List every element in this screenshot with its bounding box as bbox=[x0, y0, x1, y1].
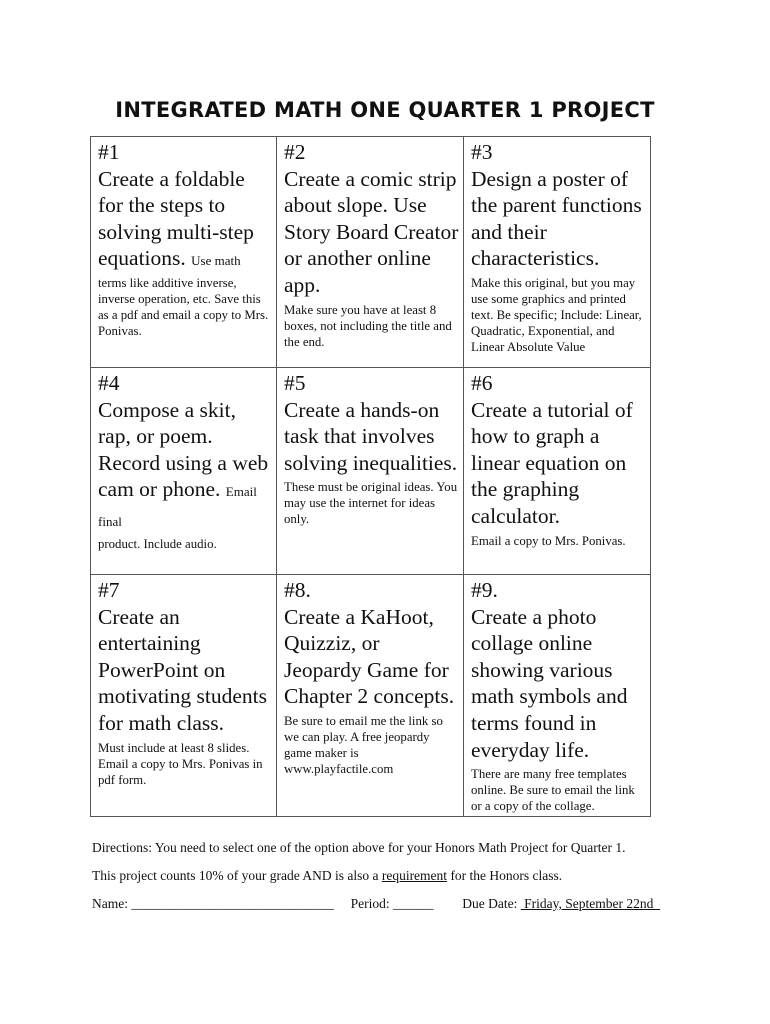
option-detail: Must include at least 8 slides. Email a copy to Mrs. Ponivas in pdf form. bbox=[98, 740, 263, 787]
option-task: Compose a skit, rap, or poem. Record using a web cam or phone. bbox=[98, 397, 269, 502]
option-task: Create a photo collage online showing various math symbols and terms found in everyday life. bbox=[471, 604, 628, 762]
option-task: Create a tutorial of how to graph a linear equation on the graphing calculator. bbox=[471, 397, 633, 528]
option-cell-9 bbox=[464, 575, 651, 817]
option-cell-4 bbox=[91, 368, 277, 575]
option-task: Create a comic strip about slope. Use Story Board Creator or another online app. bbox=[284, 166, 459, 297]
option-detail: These must be original ideas. You may use the internet for ideas only. bbox=[284, 480, 458, 527]
period-label: Period: bbox=[350, 896, 393, 911]
option-detail: Make this original, but you may use some graphics and printed text. Be specific; Include: Linear, Quadratic, Exponential, and Linear Absolute Value bbox=[471, 275, 642, 354]
option-number: #1 bbox=[98, 140, 120, 164]
option-inline-note: Use math bbox=[191, 253, 241, 269]
project-options-table bbox=[90, 136, 651, 817]
option-cell-2 bbox=[277, 137, 464, 368]
name-field[interactable]: ______________________________ bbox=[131, 896, 334, 911]
option-number: #5 bbox=[284, 371, 306, 395]
option-task: Create a hands-on task that involves solving inequalities. bbox=[284, 397, 458, 475]
directions-text: Directions: You need to select one of the option above for your Honors Math Project for Quarter 1. bbox=[92, 840, 626, 855]
page-title: INTEGRATED MATH ONE QUARTER 1 PROJECT bbox=[115, 98, 655, 122]
table-row bbox=[91, 137, 651, 368]
grade-note-start: This project counts 10% of your grade AND is also a bbox=[92, 868, 382, 883]
grade-note-end: for the Honors class. bbox=[447, 868, 563, 883]
option-cell-7 bbox=[91, 575, 277, 817]
due-date-label: Due Date: bbox=[462, 896, 521, 911]
option-cell-1 bbox=[91, 137, 277, 368]
option-task: Design a poster of the parent functions and their characteristics. bbox=[471, 166, 642, 271]
option-number: #2 bbox=[284, 140, 306, 164]
option-number: #9. bbox=[471, 578, 498, 602]
option-detail: product. Include audio. bbox=[98, 536, 217, 551]
option-detail: Email a copy to Mrs. Ponivas. bbox=[471, 533, 626, 548]
option-number: #8. bbox=[284, 578, 311, 602]
option-cell-3 bbox=[464, 137, 651, 368]
due-date-value: Friday, September 22nd bbox=[520, 896, 661, 911]
requirement-word: requirement bbox=[381, 868, 448, 883]
option-detail: Be sure to email me the link so we can play. A free jeopardy game maker is www.playfactile.com bbox=[284, 713, 443, 776]
option-cell-8 bbox=[277, 575, 464, 817]
option-number: #6 bbox=[471, 371, 493, 395]
student-info-line bbox=[92, 896, 660, 912]
option-inline-note: Email final bbox=[98, 484, 257, 529]
option-cell-5 bbox=[277, 368, 464, 575]
grade-note bbox=[92, 868, 562, 884]
table-row bbox=[91, 575, 651, 817]
name-label: Name: bbox=[92, 896, 132, 911]
period-field[interactable]: ______ bbox=[393, 896, 434, 911]
option-task: Create a foldable for the steps to solving multi-step equations. bbox=[98, 166, 254, 271]
table-row bbox=[91, 368, 651, 575]
option-detail: terms like additive inverse, inverse operation, etc. Save this as a pdf and email a copy to Mrs. Ponivas. bbox=[98, 275, 269, 338]
option-detail: Make sure you have at least 8 boxes, not including the title and the end. bbox=[284, 302, 452, 349]
option-cell-6 bbox=[464, 368, 651, 575]
option-detail: There are many free templates online. Be sure to email the link or a copy of the collage. bbox=[471, 767, 635, 814]
option-number: #4 bbox=[98, 371, 120, 395]
option-task: Create an entertaining PowerPoint on motivating students for math class. bbox=[98, 604, 268, 735]
option-task: Create a KaHoot, Quizziz, or Jeopardy Game for Chapter 2 concepts. bbox=[284, 604, 455, 709]
option-number: #3 bbox=[471, 140, 493, 164]
option-number: #7 bbox=[98, 578, 120, 602]
